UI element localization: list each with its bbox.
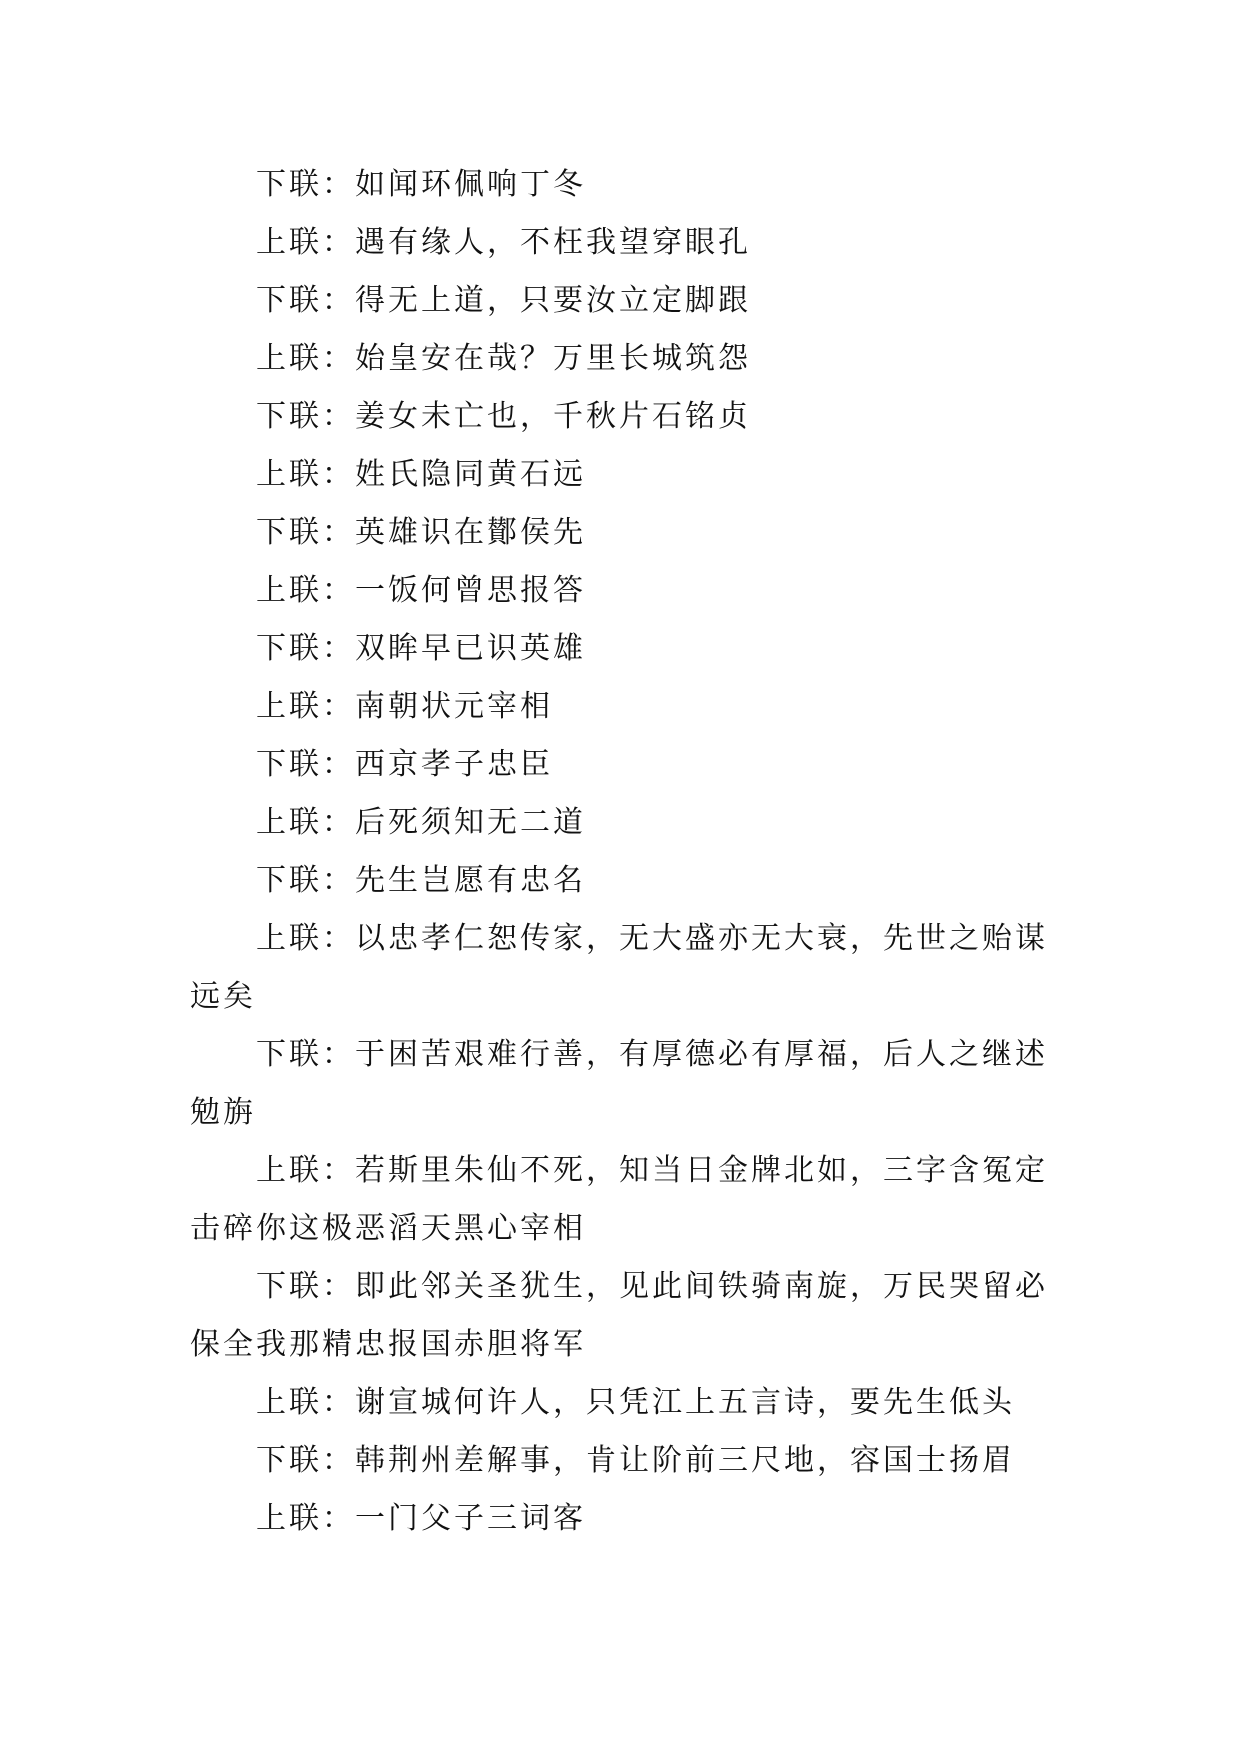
upper-couplet	[190, 330, 1050, 388]
upper-couplet	[190, 446, 1050, 504]
lower-couplet	[190, 852, 1050, 910]
couplet-line: 下联：得无上道，只要汝立定脚跟	[256, 283, 751, 318]
couplet-line: 下联：双眸早已识英雄	[256, 631, 586, 666]
couplet-line: 下联：于困苦艰难行善，有厚德必有厚福，后人之继述	[256, 1037, 1048, 1072]
lower-couplet	[190, 620, 1050, 678]
upper-couplet	[190, 1490, 1050, 1548]
couplet-line: 上联：一门父子三词客	[256, 1501, 586, 1536]
couplet-line: 上联：若斯里朱仙不死，知当日金牌北如，三字含冤定	[256, 1153, 1048, 1188]
couplet-line-continued: 保全我那精忠报国赤胆将军	[190, 1327, 586, 1362]
couplet-line: 上联：遇有缘人，不枉我望穿眼孔	[256, 225, 751, 260]
lower-couplet	[190, 504, 1050, 562]
lower-couplet	[190, 1026, 1050, 1142]
couplet-line-continued: 勉旃	[190, 1095, 256, 1130]
couplet-line: 上联：谢宣城何许人，只凭江上五言诗，要先生低头	[256, 1385, 1015, 1420]
upper-couplet	[190, 562, 1050, 620]
couplet-line: 上联：一饭何曾思报答	[256, 573, 586, 608]
lower-couplet	[190, 272, 1050, 330]
couplet-line: 上联：以忠孝仁恕传家，无大盛亦无大衰，先世之贻谋	[256, 921, 1048, 956]
lower-couplet	[190, 1258, 1050, 1374]
couplet-line: 下联：西京孝子忠臣	[256, 747, 553, 782]
upper-couplet	[190, 910, 1050, 1026]
upper-couplet	[190, 214, 1050, 272]
couplet-line: 下联：如闻环佩响丁冬	[256, 167, 586, 202]
couplet-line: 上联：始皇安在哉？万里长城筑怨	[256, 341, 751, 376]
couplet-line-continued: 远矣	[190, 979, 256, 1014]
couplet-line: 下联：先生岂愿有忠名	[256, 863, 586, 898]
couplet-line: 上联：后死须知无二道	[256, 805, 586, 840]
couplet-line: 下联：姜女未亡也，千秋片石铭贞	[256, 399, 751, 434]
lower-couplet	[190, 736, 1050, 794]
couplet-line: 下联：英雄识在鄼侯先	[256, 515, 586, 550]
upper-couplet	[190, 794, 1050, 852]
upper-couplet	[190, 1142, 1050, 1258]
lower-couplet	[190, 1432, 1050, 1490]
upper-couplet	[190, 678, 1050, 736]
lower-couplet	[190, 156, 1050, 214]
lower-couplet	[190, 388, 1050, 446]
couplet-list	[190, 156, 1050, 1548]
couplet-line: 下联：韩荆州差解事，肯让阶前三尺地，容国士扬眉	[256, 1443, 1015, 1478]
couplet-line: 上联：姓氏隐同黄石远	[256, 457, 586, 492]
couplet-line: 下联：即此邻关圣犹生，见此间铁骑南旋，万民哭留必	[256, 1269, 1048, 1304]
upper-couplet	[190, 1374, 1050, 1432]
couplet-line-continued: 击碎你这极恶滔天黑心宰相	[190, 1211, 586, 1246]
couplet-line: 上联：南朝状元宰相	[256, 689, 553, 724]
